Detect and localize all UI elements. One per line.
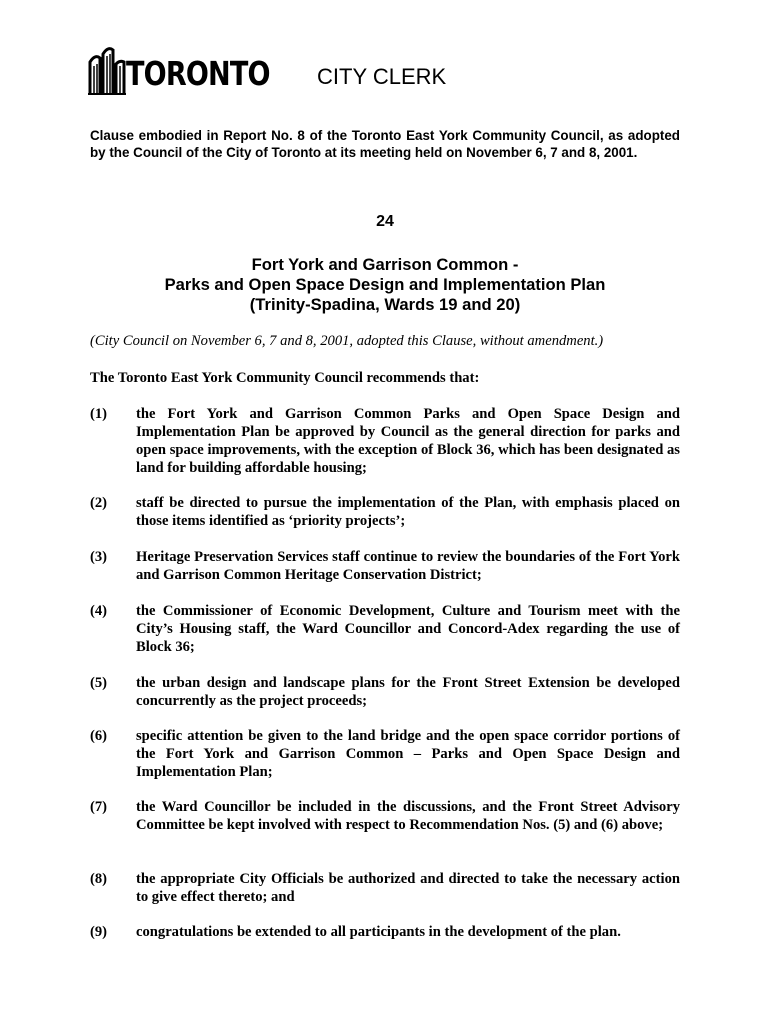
clause-title-line-2: Parks and Open Space Design and Implementation Plan: [164, 275, 606, 294]
recommendation-text: the appropriate City Officials be authorized and directed to take the necessary action to give effect thereto; and: [136, 871, 680, 905]
recommendation-item: [90, 405, 680, 477]
recommendation-item: [90, 870, 680, 906]
recommendation-number: (8): [90, 871, 108, 887]
recommendation-number: (9): [90, 924, 108, 940]
recommendation-item: [90, 798, 680, 834]
recommendation-text: staff be directed to pursue the implementation of the Plan, with emphasis placed on those items identified as ‘priority projects’;: [136, 495, 680, 529]
recommendation-item: [90, 674, 680, 710]
recommendation-number: (7): [90, 799, 108, 815]
recommendation-number: (1): [90, 406, 108, 422]
recommendation-item: [90, 727, 680, 781]
clause-title-line-1: Fort York and Garrison Common -: [251, 255, 519, 274]
recommendation-text: specific attention be given to the land bridge and the open space corridor portions of the Fort York and Garrison Common – Parks and Open Space Design and Implementation Plan;: [136, 728, 680, 780]
recommendation-item: [90, 923, 680, 941]
recommendation-number: (6): [90, 728, 108, 744]
recommendation-item: [90, 602, 680, 656]
city-hall-logo-icon: [88, 44, 128, 96]
recommendation-item: [90, 494, 680, 530]
intro-paragraph: Clause embodied in Report No. 8 of the Toronto East York Community Council, as adopted by the Council of the City of Toronto at its meeting held on November 6, 7 and 8, 2001.: [90, 128, 680, 160]
recommendation-number: (4): [90, 603, 108, 619]
recommendation-text: Heritage Preservation Services staff continue to review the boundaries of the Fort York and Garrison Common Heritage Conservation District;: [136, 549, 680, 583]
office-heading: CITY CLERK: [317, 64, 447, 89]
recommendation-item: [90, 548, 680, 584]
recommendation-number: (2): [90, 495, 108, 511]
recommendation-number: (3): [90, 549, 108, 565]
logo-wordmark: TORONTO: [126, 54, 270, 93]
recommendation-text: the urban design and landscape plans for the Front Street Extension be developed concurrently as the project proceeds;: [136, 675, 680, 709]
recommendation-text: the Fort York and Garrison Common Parks and Open Space Design and Implementation Plan be approved by Council as the general direction for parks and open space improvements, with the exception of Block 36, which has been designated as land for building affordable housing;: [136, 406, 680, 476]
recommendation-text: the Commissioner of Economic Development, Culture and Tourism meet with the City’s Housing staff, the Ward Councillor and Concord-Adex regarding the use of Block 36;: [136, 603, 680, 655]
clause-number: 24: [376, 213, 394, 230]
clause-title-line-3: (Trinity-Spadina, Wards 19 and 20): [249, 295, 521, 314]
recommends-heading: The Toronto East York Community Council recommends that:: [90, 370, 480, 386]
council-note: (City Council on November 6, 7 and 8, 2001, adopted this Clause, without amendment.): [90, 333, 604, 349]
clause-title: [0, 255, 770, 315]
toronto-logo: [88, 44, 270, 96]
recommendation-number: (5): [90, 675, 108, 691]
recommendation-text: the Ward Councillor be included in the discussions, and the Front Street Advisory Committee be kept involved with respect to Recommendation Nos. (5) and (6) above;: [136, 799, 680, 833]
recommendation-text: congratulations be extended to all participants in the development of the plan.: [136, 924, 621, 940]
